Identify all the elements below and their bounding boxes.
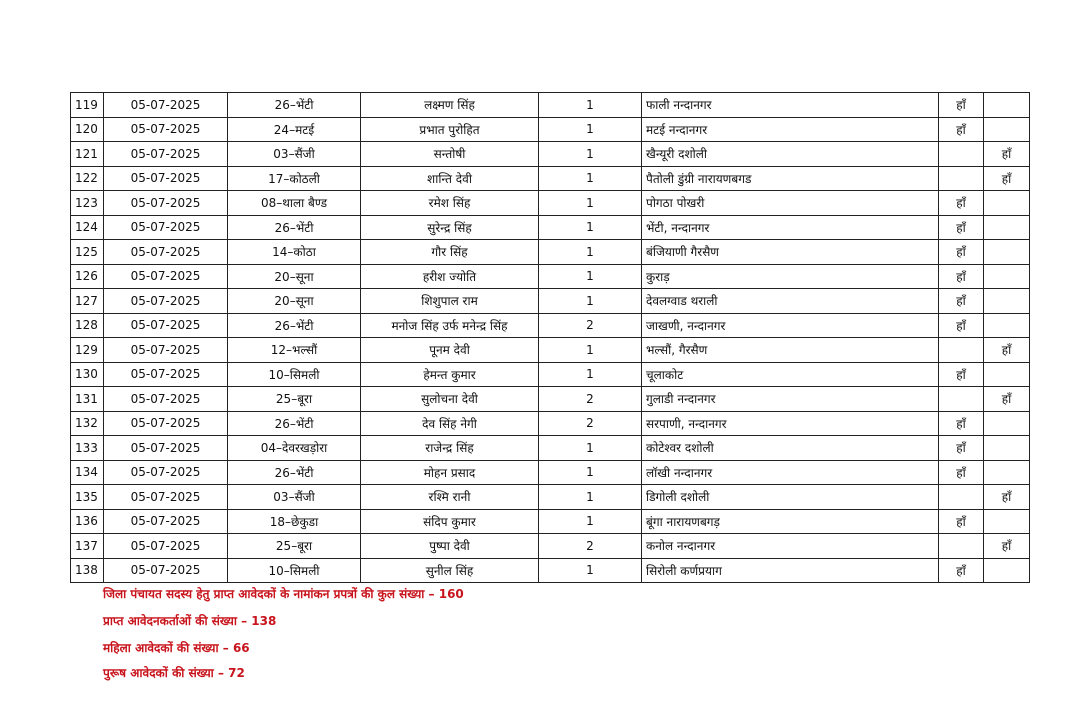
serial-number-cell: 129 [71,338,104,363]
table-body [71,93,1030,583]
table-row [71,191,1030,216]
serial-number-cell: 130 [71,362,104,387]
yes-column-a-cell: हाँ [939,240,984,265]
yes-column-b-cell [984,460,1030,485]
date-cell: 05-07-2025 [104,166,228,191]
table-row [71,313,1030,338]
yes-column-b-cell [984,313,1030,338]
date-cell: 05-07-2025 [104,460,228,485]
address-cell: जाखणी, नन्दानगर [642,313,939,338]
ward-cell: 20–सूना [228,264,361,289]
form-count-cell: 1 [539,117,642,142]
date-cell: 05-07-2025 [104,142,228,167]
ward-cell: 20–सूना [228,289,361,314]
applicant-name-cell: रश्मि रानी [361,485,539,510]
serial-number-cell: 135 [71,485,104,510]
serial-number-cell: 128 [71,313,104,338]
address-cell: बूंगा नारायणबगड़ [642,509,939,534]
applicant-name-cell: सन्तोषी [361,142,539,167]
ward-cell: 03–सैंजी [228,142,361,167]
form-count-cell: 1 [539,93,642,118]
date-cell: 05-07-2025 [104,264,228,289]
serial-number-cell: 123 [71,191,104,216]
table-row [71,411,1030,436]
table-row [71,558,1030,583]
date-cell: 05-07-2025 [104,436,228,461]
yes-column-b-cell [984,215,1030,240]
address-cell: खैन्यूरी दशोली [642,142,939,167]
yes-column-a-cell [939,166,984,191]
date-cell: 05-07-2025 [104,117,228,142]
ward-cell: 26–भेंटी [228,93,361,118]
table-row [71,436,1030,461]
yes-column-b-cell [984,240,1030,265]
date-cell: 05-07-2025 [104,191,228,216]
yes-column-a-cell: हाँ [939,460,984,485]
applicant-name-cell: शान्ति देवी [361,166,539,191]
address-cell: गुलाडी नन्दानगर [642,387,939,412]
date-cell: 05-07-2025 [104,509,228,534]
yes-column-a-cell: हाँ [939,93,984,118]
yes-column-a-cell [939,534,984,559]
serial-number-cell: 124 [71,215,104,240]
date-cell: 05-07-2025 [104,558,228,583]
address-cell: कुराड़ [642,264,939,289]
applicant-name-cell: रमेश सिंह [361,191,539,216]
date-cell: 05-07-2025 [104,485,228,510]
yes-column-b-cell: हाँ [984,485,1030,510]
address-cell: सरपाणी, नन्दानगर [642,411,939,436]
table-row [71,240,1030,265]
date-cell: 05-07-2025 [104,215,228,240]
address-cell: चूलाकोट [642,362,939,387]
yes-column-b-cell [984,436,1030,461]
yes-column-b-cell [984,191,1030,216]
ward-cell: 26–भेंटी [228,215,361,240]
form-count-cell: 1 [539,191,642,216]
address-cell: भेंटी, नन्दानगर [642,215,939,240]
yes-column-b-cell [984,117,1030,142]
table-row [71,264,1030,289]
yes-column-a-cell: हाँ [939,558,984,583]
yes-column-b-cell [984,411,1030,436]
form-count-cell: 1 [539,215,642,240]
yes-column-b-cell [984,362,1030,387]
address-cell: कोटेश्वर दशोली [642,436,939,461]
yes-column-a-cell [939,387,984,412]
male-applicants-text: पुरूष आवेदकों की संख्या – 72 [103,666,245,680]
table-row [71,509,1030,534]
serial-number-cell: 133 [71,436,104,461]
ward-cell: 17–कोठली [228,166,361,191]
yes-column-a-cell: हाँ [939,215,984,240]
serial-number-cell: 125 [71,240,104,265]
ward-cell: 14–कोठा [228,240,361,265]
date-cell: 05-07-2025 [104,93,228,118]
address-cell: पैतोली डुंग्री नारायणबगड [642,166,939,191]
ward-cell: 25–बूरा [228,534,361,559]
form-count-cell: 2 [539,534,642,559]
yes-column-b-cell [984,264,1030,289]
ward-cell: 03–सैंजी [228,485,361,510]
table-row [71,338,1030,363]
applicant-name-cell: सुलोचना देवी [361,387,539,412]
date-cell: 05-07-2025 [104,362,228,387]
applicant-name-cell: लक्ष्मण सिंह [361,93,539,118]
ward-cell: 24–मटई [228,117,361,142]
applicant-name-cell: सुरेन्द्र सिंह [361,215,539,240]
ward-cell: 10–सिमली [228,362,361,387]
form-count-cell: 1 [539,485,642,510]
date-cell: 05-07-2025 [104,240,228,265]
address-cell: देवलग्वाड थराली [642,289,939,314]
ward-cell: 12–भल्सौं [228,338,361,363]
yes-column-a-cell [939,338,984,363]
serial-number-cell: 121 [71,142,104,167]
yes-column-a-cell: हाँ [939,436,984,461]
address-cell: डिगोली दशोली [642,485,939,510]
serial-number-cell: 120 [71,117,104,142]
serial-number-cell: 138 [71,558,104,583]
yes-column-b-cell [984,558,1030,583]
yes-column-a-cell: हाँ [939,313,984,338]
serial-number-cell: 132 [71,411,104,436]
serial-number-cell: 126 [71,264,104,289]
serial-number-cell: 136 [71,509,104,534]
address-cell: लॉखी नन्दानगर [642,460,939,485]
table-row [71,117,1030,142]
applicant-name-cell: शिशुपाल राम [361,289,539,314]
female-applicants-text: महिला आवेदकों की संख्या – 66 [103,641,250,655]
address-cell: पोगठा पोखरी [642,191,939,216]
yes-column-b-cell: हाँ [984,338,1030,363]
table-row [71,289,1030,314]
table-row [71,166,1030,191]
yes-column-a-cell: हाँ [939,411,984,436]
table-row [71,93,1030,118]
applicant-name-cell: संदिप कुमार [361,509,539,534]
ward-cell: 25–बूरा [228,387,361,412]
yes-column-a-cell [939,142,984,167]
yes-column-b-cell: हाँ [984,387,1030,412]
ward-cell: 26–भेंटी [228,460,361,485]
serial-number-cell: 122 [71,166,104,191]
applicant-name-cell: राजेन्द्र सिंह [361,436,539,461]
form-count-cell: 2 [539,387,642,412]
address-cell: मटई नन्दानगर [642,117,939,142]
form-count-cell: 1 [539,166,642,191]
applicant-name-cell: पुष्पा देवी [361,534,539,559]
yes-column-b-cell [984,289,1030,314]
ward-cell: 10–सिमली [228,558,361,583]
yes-column-b-cell: हाँ [984,166,1030,191]
ward-cell: 08–थाला बैण्ड [228,191,361,216]
nomination-table [70,92,1030,583]
address-cell: सिरोली कर्णप्रयाग [642,558,939,583]
form-count-cell: 1 [539,240,642,265]
serial-number-cell: 131 [71,387,104,412]
form-count-cell: 2 [539,411,642,436]
ward-cell: 04–देवरखड़ोरा [228,436,361,461]
form-count-cell: 1 [539,558,642,583]
ward-cell: 18–छेकुडा [228,509,361,534]
applicant-name-cell: गौर सिंह [361,240,539,265]
address-cell: बंजियाणी गैरसैण [642,240,939,265]
table-row [71,485,1030,510]
received-applicants-text: प्राप्त आवेदनकर्ताओं की संख्या – 138 [103,614,277,628]
date-cell: 05-07-2025 [104,289,228,314]
total-nominations-text: जिला पंचायत सदस्य हेतु प्राप्त आवेदकों के नामांकन प्रपत्रों की कुल संख्या – 160 [103,587,464,601]
form-count-cell: 1 [539,460,642,485]
form-count-cell: 2 [539,313,642,338]
form-count-cell: 1 [539,509,642,534]
date-cell: 05-07-2025 [104,534,228,559]
applicant-name-cell: हेमन्त कुमार [361,362,539,387]
date-cell: 05-07-2025 [104,338,228,363]
form-count-cell: 1 [539,362,642,387]
applicant-name-cell: मोहन प्रसाद [361,460,539,485]
serial-number-cell: 137 [71,534,104,559]
serial-number-cell: 127 [71,289,104,314]
yes-column-a-cell: हाँ [939,289,984,314]
yes-column-b-cell: हाँ [984,534,1030,559]
yes-column-b-cell [984,509,1030,534]
table-row [71,460,1030,485]
form-count-cell: 1 [539,142,642,167]
serial-number-cell: 134 [71,460,104,485]
applicant-name-cell: मनोज सिंह उर्फ मनेन्द्र सिंह [361,313,539,338]
address-cell: भल्सौं, गैरसैण [642,338,939,363]
yes-column-a-cell: हाँ [939,191,984,216]
applicant-name-cell: प्रभात पुरोहित [361,117,539,142]
ward-cell: 26–भेंटी [228,313,361,338]
applicant-name-cell: देव सिंह नेगी [361,411,539,436]
applicant-name-cell: हरीश ज्योति [361,264,539,289]
yes-column-a-cell: हाँ [939,509,984,534]
date-cell: 05-07-2025 [104,387,228,412]
address-cell: कनोल नन्दानगर [642,534,939,559]
applicant-name-cell: पूनम देवी [361,338,539,363]
table-row [71,215,1030,240]
serial-number-cell: 119 [71,93,104,118]
address-cell: फाली नन्दानगर [642,93,939,118]
yes-column-a-cell: हाँ [939,117,984,142]
form-count-cell: 1 [539,264,642,289]
yes-column-a-cell: हाँ [939,264,984,289]
form-count-cell: 1 [539,289,642,314]
form-count-cell: 1 [539,436,642,461]
table-row [71,387,1030,412]
yes-column-a-cell [939,485,984,510]
ward-cell: 26–भेंटी [228,411,361,436]
yes-column-a-cell: हाँ [939,362,984,387]
table-row [71,534,1030,559]
table-row [71,362,1030,387]
date-cell: 05-07-2025 [104,411,228,436]
yes-column-b-cell: हाँ [984,142,1030,167]
table-row [71,142,1030,167]
yes-column-b-cell [984,93,1030,118]
form-count-cell: 1 [539,338,642,363]
applicant-name-cell: सुनील सिंह [361,558,539,583]
date-cell: 05-07-2025 [104,313,228,338]
